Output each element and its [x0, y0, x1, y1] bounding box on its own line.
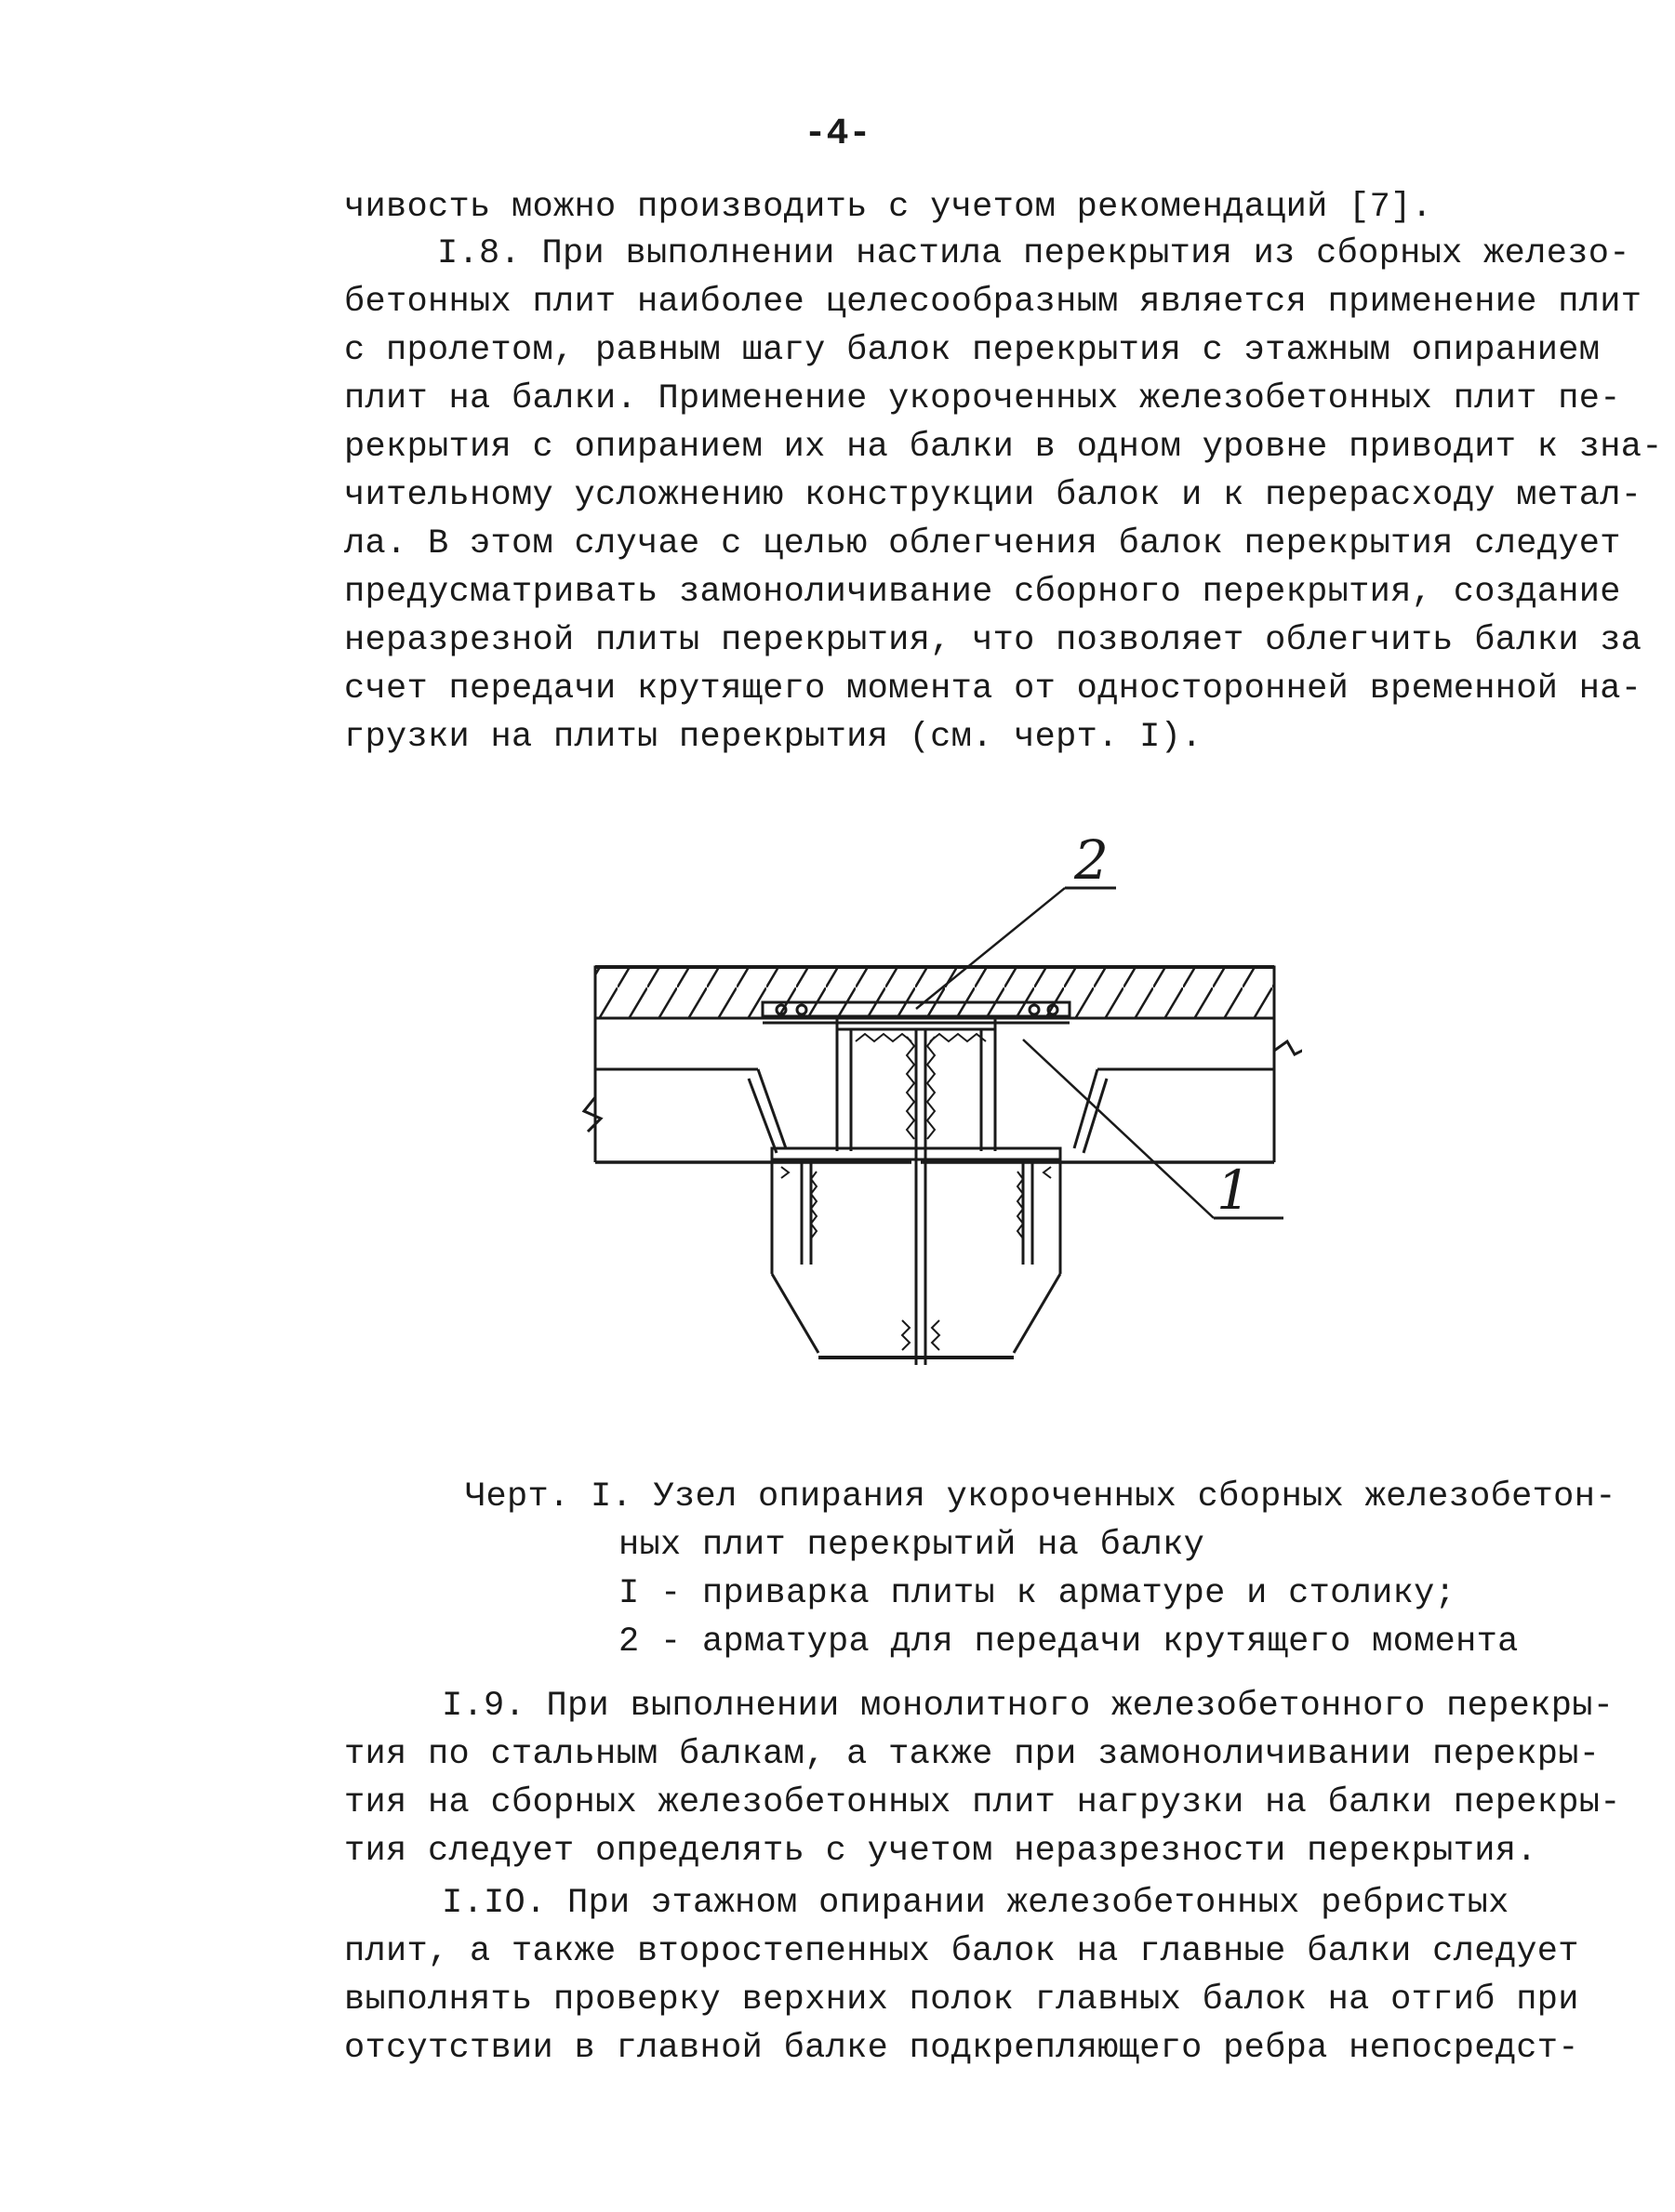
text-line: предусматривать замоноличивание сборного перекрытия, создание	[344, 573, 1621, 612]
caption-title-cont: ных плит перекрытий на балку	[618, 1526, 1205, 1565]
text-line: счет передачи крутящего момента от односторонней временной на-	[344, 669, 1642, 709]
caption-title: Черт. I. Узел опирания укороченных сборных железобетон-	[465, 1477, 1616, 1517]
text-line: с пролетом, равным шагу балок перекрытия с этажным опиранием	[344, 331, 1601, 370]
text-line: ла. В этом случае с целью облегчения балок перекрытия следует	[344, 524, 1621, 563]
text-line: отсутствии в главной балке подкрепляющего ребра непосредст-	[344, 2029, 1579, 2068]
text-line: I.8. При выполнении настила перекрытия из сборных железо-	[437, 234, 1630, 273]
label-2: 2	[1074, 837, 1109, 892]
text-line: плит, а также второстепенных балок на главные балки следует	[344, 1932, 1579, 1971]
text-line: тия на сборных железобетонных плит нагрузки на балки перекры-	[344, 1783, 1621, 1822]
text-line: тия по стальным балкам, а также при замоноличивании перекры-	[344, 1735, 1601, 1774]
text-line: рекрытия с опиранием их на балки в одном уровне приводит к зна-	[344, 428, 1663, 467]
page-number: -4-	[804, 113, 871, 155]
caption-item-1: I - приварка плиты к арматуре и столику;	[618, 1574, 1456, 1613]
text-line: тия следует определять с учетом неразрезности перекрытия.	[344, 1832, 1537, 1871]
beam-support-drawing	[558, 837, 1302, 1367]
text-line: I.IO. При этажном опирании железобетонных ребристых	[442, 1884, 1509, 1923]
text-line: плит на балки. Применение укороченных железобетонных плит пе-	[344, 379, 1621, 418]
text-line: чительному усложнению конструкции балок и к перерасходу метал-	[344, 476, 1642, 515]
text-line: грузки на плиты перекрытия (см. черт. I).	[344, 718, 1203, 757]
intro-line: чивость можно производить с учетом рекомендаций [7].	[344, 188, 1433, 227]
leader-1	[1023, 1040, 1214, 1218]
text-line: бетонных плит наиболее целесообразным является применение плит	[344, 283, 1642, 322]
caption-item-2: 2 - арматура для передачи крутящего момента	[618, 1623, 1519, 1662]
text-line: I.9. При выполнении монолитного железобетонного перекры-	[442, 1687, 1615, 1726]
text-line: выполнять проверку верхних полок главных балок на отгиб при	[344, 1980, 1579, 2020]
text-line: неразрезной плиты перекрытия, что позволяет облегчить балки за	[344, 621, 1642, 660]
label-1: 1	[1216, 1159, 1251, 1222]
